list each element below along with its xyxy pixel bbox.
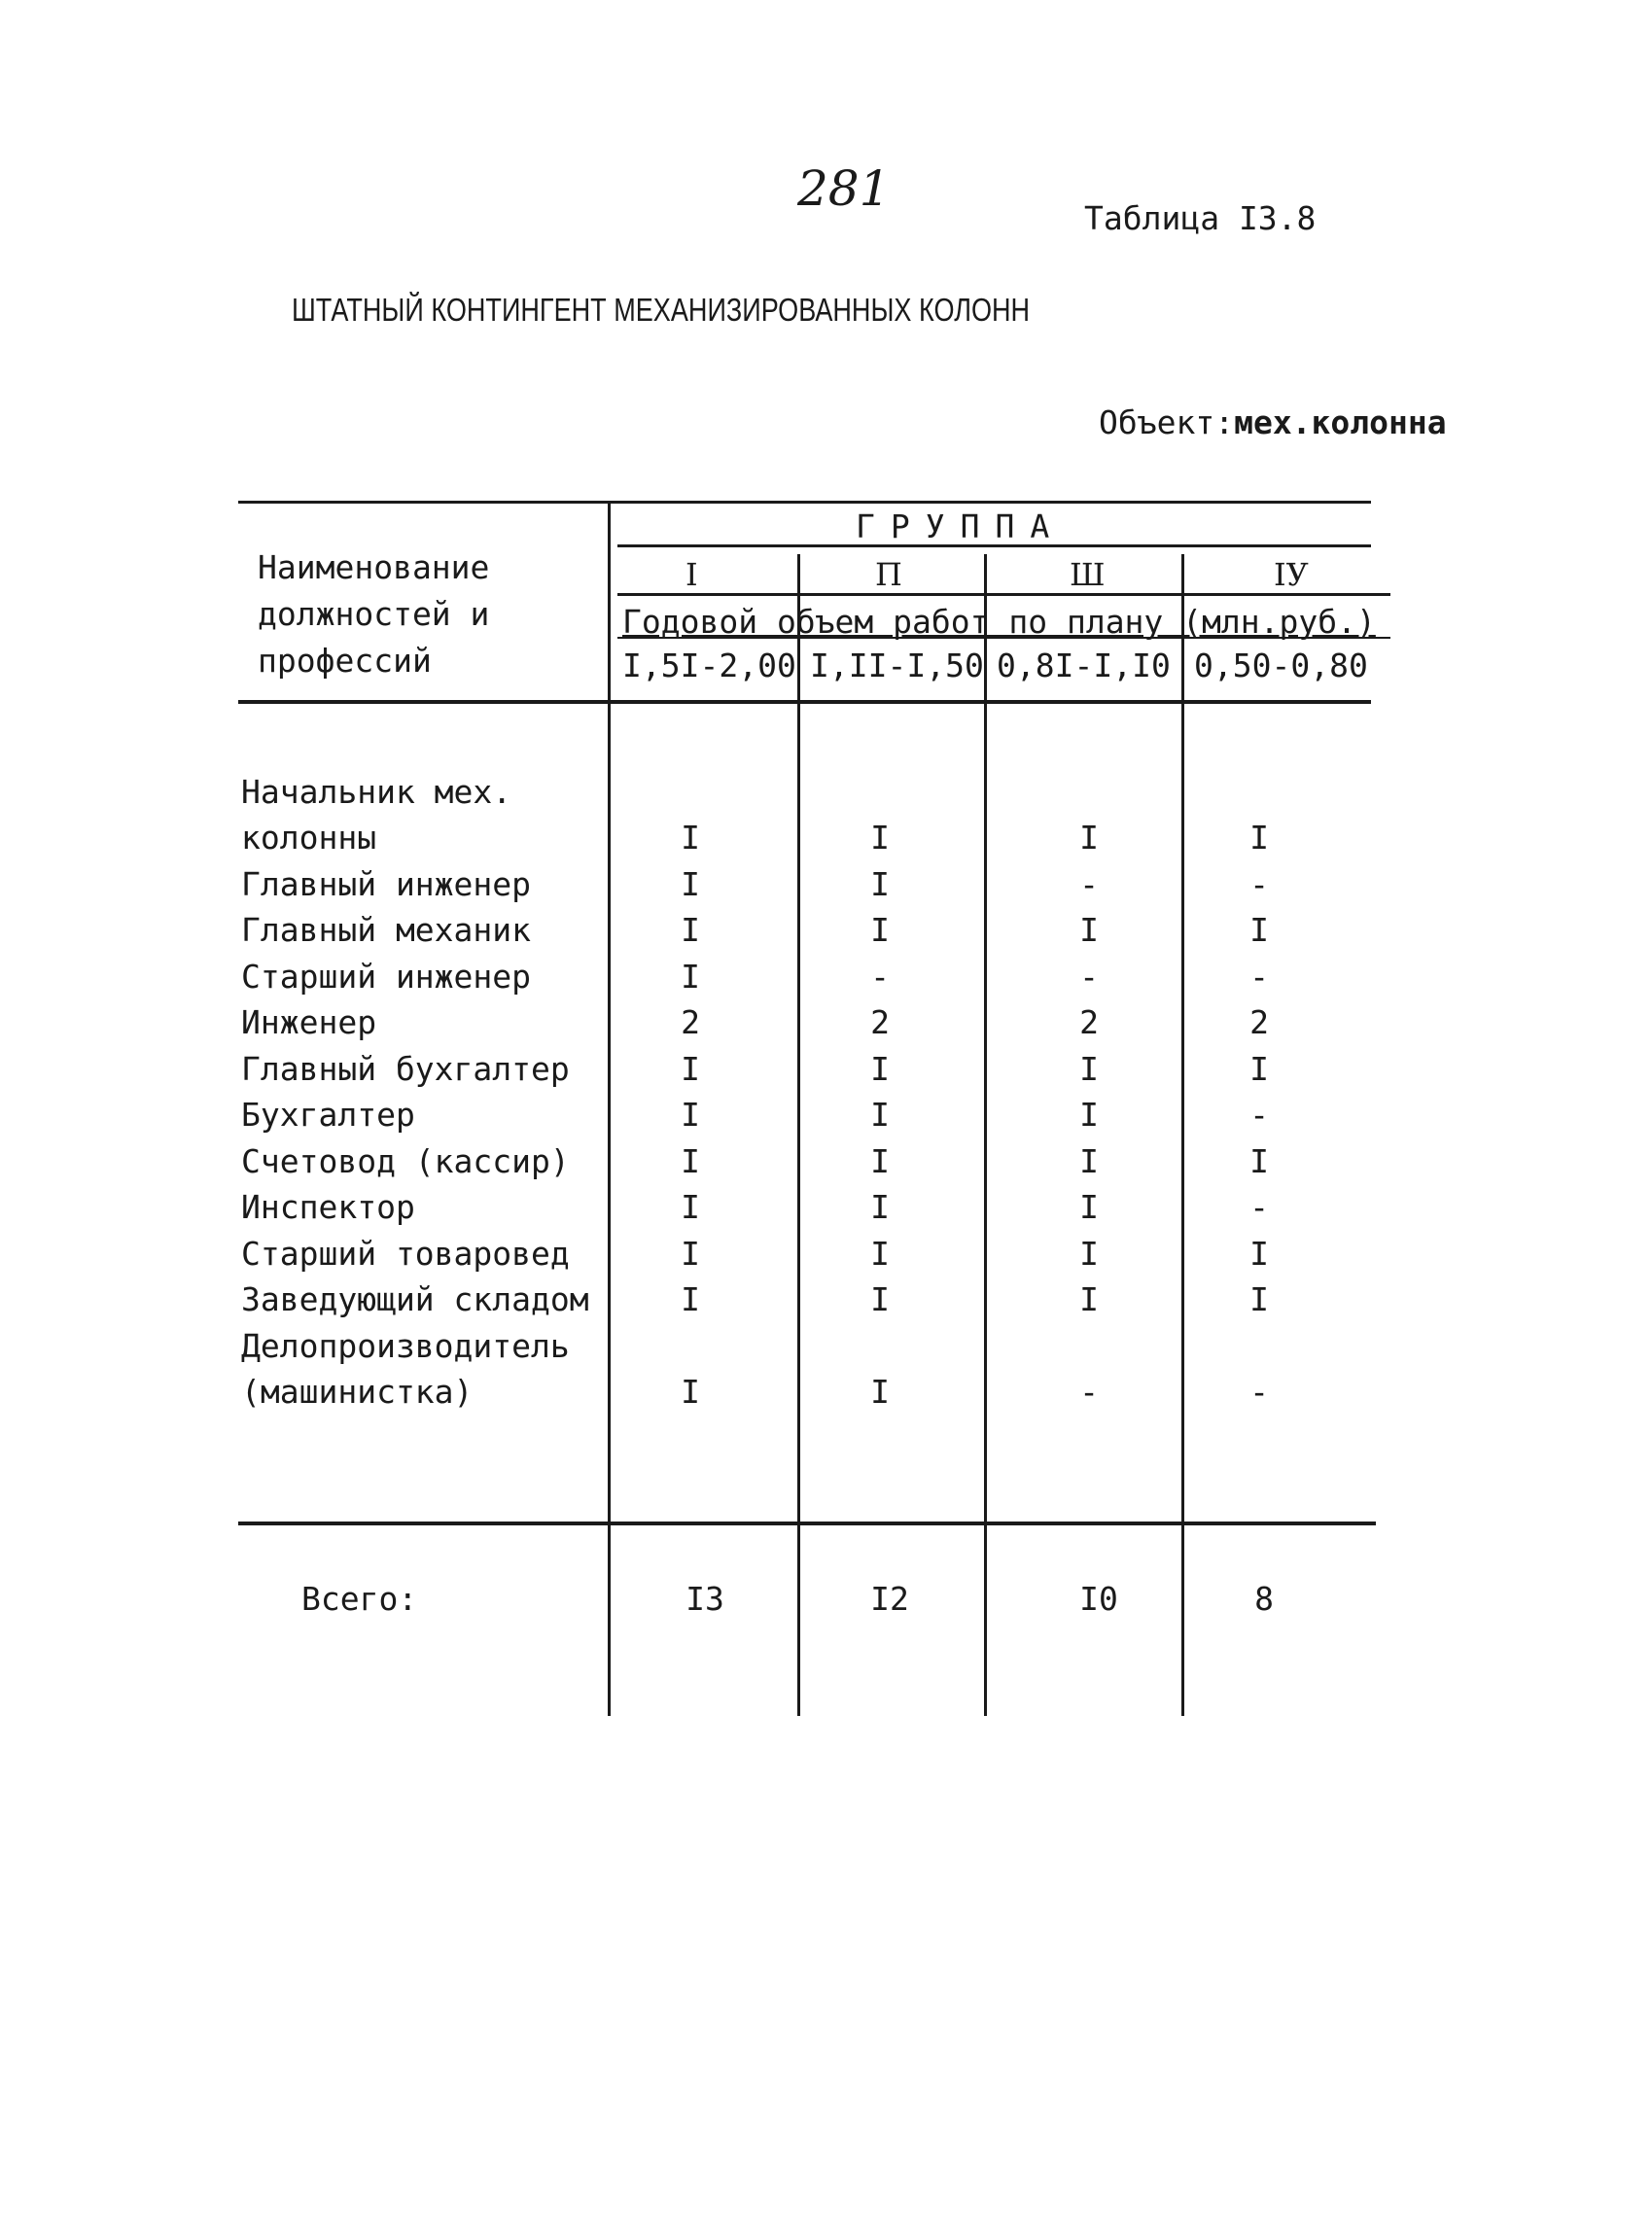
col-divider-2 xyxy=(984,554,987,1716)
cell-g3: - xyxy=(1079,958,1099,996)
cell-g4: - xyxy=(1249,865,1269,903)
cell-g4: I xyxy=(1249,1142,1269,1180)
cell-g2: I xyxy=(870,1050,890,1088)
total-g4: 8 xyxy=(1254,1580,1274,1618)
cell-g1: I xyxy=(681,958,700,996)
row-label: Заведующий складом xyxy=(241,1280,589,1318)
range-4: 0,50-0,80 xyxy=(1194,647,1368,684)
cell-g1: I xyxy=(681,865,700,903)
cell-g4: I xyxy=(1249,1235,1269,1273)
cell-g2: I xyxy=(870,1142,890,1180)
cell-g2: I xyxy=(870,1235,890,1273)
object-label: Объект: xyxy=(1099,403,1235,441)
row-label: Главный инженер xyxy=(241,865,532,903)
cell-g3: I xyxy=(1079,1188,1099,1226)
document-title: ШТАТНЫЙ КОНТИНГЕНТ МЕХАНИЗИРОВАННЫХ КОЛОНН xyxy=(292,292,1031,328)
cell-g2: I xyxy=(870,865,890,903)
header-group: ГРУППА xyxy=(856,507,1066,545)
cell-g1: I xyxy=(681,1280,700,1318)
row-label: Главный механик xyxy=(241,911,532,949)
cell-g4: - xyxy=(1249,1373,1269,1411)
cell-g3: 2 xyxy=(1079,1003,1099,1041)
cell-g1: I xyxy=(681,911,700,949)
cell-g1: I xyxy=(681,819,700,857)
row-label: Бухгалтер xyxy=(241,1096,415,1134)
row-label: Инженер xyxy=(241,1003,377,1041)
cell-g3: I xyxy=(1079,819,1099,857)
roman-rule xyxy=(617,593,1390,596)
range-2: I,II-I,50 xyxy=(810,647,984,684)
cell-g3: I xyxy=(1079,1142,1099,1180)
page-number: 281 xyxy=(797,160,891,217)
cell-g4: I xyxy=(1249,1280,1269,1318)
header-volume: Годовой объем работ по плану (млн.руб.) xyxy=(622,603,1376,641)
table-top-rule xyxy=(238,501,1371,504)
total-g1: I3 xyxy=(685,1580,724,1618)
col-divider-3 xyxy=(1181,554,1184,1716)
cell-g1: I xyxy=(681,1373,700,1411)
row-label: (машинистка) xyxy=(241,1373,474,1411)
row-label: Главный бухгалтер xyxy=(241,1050,570,1088)
cell-g4: - xyxy=(1249,1096,1269,1134)
total-g2: I2 xyxy=(870,1580,909,1618)
group-roman-3: Ш xyxy=(1070,556,1106,593)
row-label: Старший инженер xyxy=(241,958,532,996)
group-roman-1: I xyxy=(685,556,698,593)
row-label: Старший товаровед xyxy=(241,1235,570,1273)
cell-g4: I xyxy=(1249,819,1269,857)
cell-g2: I xyxy=(870,1373,890,1411)
cell-g4: I xyxy=(1249,911,1269,949)
cell-g3: I xyxy=(1079,1235,1099,1273)
cell-g3: - xyxy=(1079,1373,1099,1411)
group-roman-4: IУ xyxy=(1274,556,1309,593)
header-bottom-rule xyxy=(238,700,1371,704)
cell-g3: I xyxy=(1079,1050,1099,1088)
row-label: Начальник мех. xyxy=(241,773,512,811)
group-roman-2: П xyxy=(875,556,902,593)
total-label: Всего: xyxy=(301,1580,418,1618)
total-rule xyxy=(238,1522,1376,1525)
cell-g2: I xyxy=(870,1188,890,1226)
cell-g1: 2 xyxy=(681,1003,700,1041)
cell-g3: - xyxy=(1079,865,1099,903)
cell-g3: I xyxy=(1079,1280,1099,1318)
cell-g1: I xyxy=(681,1096,700,1134)
row-label: Инспектор xyxy=(241,1188,415,1226)
row-label: Счетовод (кассир) xyxy=(241,1142,570,1180)
total-g3: I0 xyxy=(1079,1580,1118,1618)
cell-g4: 2 xyxy=(1249,1003,1269,1041)
header-name-column: Наименование должностей и профессий xyxy=(258,548,490,680)
cell-g2: I xyxy=(870,819,890,857)
object-value: мех.колонна xyxy=(1234,403,1447,441)
name-col-divider xyxy=(608,501,611,1716)
cell-g3: I xyxy=(1079,911,1099,949)
cell-g2: 2 xyxy=(870,1003,890,1041)
table-label: Таблица I3.8 xyxy=(1084,199,1317,237)
row-label: Делопроизводитель xyxy=(241,1327,570,1365)
cell-g1: I xyxy=(681,1050,700,1088)
cell-g1: I xyxy=(681,1235,700,1273)
range-3: 0,8I-I,I0 xyxy=(997,647,1171,684)
cell-g4: - xyxy=(1249,1188,1269,1226)
cell-g4: I xyxy=(1249,1050,1269,1088)
object-line xyxy=(1099,403,1447,441)
cell-g2: I xyxy=(870,911,890,949)
cell-g3: I xyxy=(1079,1096,1099,1134)
cell-g2: I xyxy=(870,1096,890,1134)
cell-g4: - xyxy=(1249,958,1269,996)
row-label: колонны xyxy=(241,819,377,857)
cell-g1: I xyxy=(681,1188,700,1226)
range-1: I,5I-2,00 xyxy=(622,647,796,684)
cell-g1: I xyxy=(681,1142,700,1180)
cell-g2: I xyxy=(870,1280,890,1318)
col-divider-1 xyxy=(797,554,800,1716)
cell-g2: - xyxy=(870,958,890,996)
